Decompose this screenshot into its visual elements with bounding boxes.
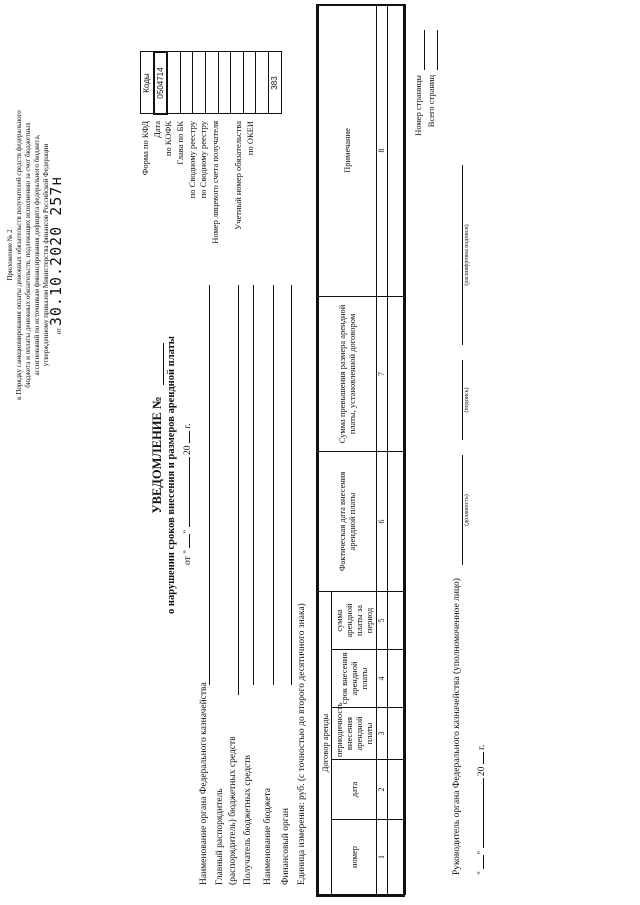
field-grbs-label-1: Главный распорядитель <box>215 788 225 885</box>
field-finorgan-label: Финансовый орган <box>281 808 291 885</box>
code-date-value[interactable] <box>167 52 180 114</box>
col-header-7: Сумма превышения размера арендной платы, установленной договором <box>319 296 377 451</box>
field-recipient-line[interactable] <box>253 285 254 685</box>
col-header-4: срок внесения арендной платы <box>332 650 377 708</box>
title-number-line <box>163 343 164 385</box>
signature-caption-sign: (подпись) <box>464 387 470 413</box>
field-finorgan-line[interactable] <box>291 285 292 685</box>
date-year: 20 <box>183 445 193 455</box>
sig-date-month-line <box>483 778 484 848</box>
appendix-line-2: бюджета и оплаты денежных обязательств, подлежащих исполнению за счет бюджетных <box>24 122 32 388</box>
field-organ-line[interactable] <box>209 285 210 685</box>
data-cell-1[interactable] <box>388 820 406 895</box>
signature-caption-position: (должность) <box>464 494 470 526</box>
code-label-kofk: по КОФК <box>163 121 173 157</box>
document-date[interactable] <box>182 305 194 565</box>
signature-sign-line[interactable] <box>462 360 463 440</box>
field-budget-line[interactable] <box>273 285 274 685</box>
appendix-order-number: 30.10.2020 257н <box>47 175 65 327</box>
page-total-line[interactable] <box>437 30 438 70</box>
codes-header: Коды <box>141 52 154 114</box>
code-label-reestr-1: по Сводному реестру <box>187 121 197 199</box>
appendix-order <box>47 45 65 465</box>
code-label-reestr-2: по Сводному реестру <box>198 121 208 199</box>
date-year-line <box>189 431 190 443</box>
sig-date-open-quote: " <box>477 871 487 875</box>
sig-date-year: 20 <box>477 766 487 777</box>
unit-label: Единица измерения: руб. (с точностью до второго десятичного знака) <box>297 603 307 885</box>
date-month-line <box>189 457 190 527</box>
page-total-label: Всего страниц <box>426 75 436 128</box>
appendix-line-1: к Порядку санкционирования оплаты денежных обязательств получателей средств федерального <box>15 110 23 400</box>
col-number-6: 6 <box>376 451 387 591</box>
col-header-3: периодичность внесения арендной платы <box>332 708 377 760</box>
signature-position-line[interactable] <box>462 455 463 565</box>
col-number-7: 7 <box>376 296 387 451</box>
code-blank-value[interactable] <box>243 52 256 114</box>
code-account-value[interactable] <box>231 52 244 114</box>
date-suffix: г. <box>183 423 193 429</box>
page-number-line[interactable] <box>424 30 425 70</box>
data-cell-7[interactable] <box>388 296 406 451</box>
data-cell-2[interactable] <box>388 760 406 820</box>
code-okei-value: 383 <box>268 52 281 114</box>
appendix-title: Приложение № 2 <box>6 229 14 281</box>
col-header-5: сумма арендной платы за период <box>332 591 377 649</box>
code-label-glava: Глава по БК <box>175 121 185 165</box>
sig-date-suffix: г. <box>477 744 487 750</box>
appendix-line-4: утвержденному приказом Министерства финансов Российской Федерации <box>42 143 50 367</box>
code-label-date: Дата <box>152 121 162 138</box>
col-number-4: 4 <box>376 650 387 708</box>
appendix-line-3: ассигнований по источникам финансирования дефицита федерального бюджета, <box>33 134 41 376</box>
signature-name-line[interactable] <box>462 165 463 345</box>
main-table <box>318 4 406 895</box>
data-cell-8[interactable] <box>388 4 406 296</box>
document-subtitle: о нарушении сроков внесения и размеров арендной платы <box>166 336 177 614</box>
code-form-value: 0504714 <box>154 52 168 114</box>
signature-head-label: Руководитель органа Федерального казначейства (уполномоченное лицо) <box>452 578 462 875</box>
col-number-3: 3 <box>376 708 387 760</box>
signature-date[interactable] <box>476 615 488 875</box>
col-header-1: номер <box>332 820 377 895</box>
data-cell-3[interactable] <box>388 708 406 760</box>
appendix-order-prefix: от <box>55 327 63 335</box>
data-cell-5[interactable] <box>388 591 406 649</box>
sig-date-year-line <box>483 752 484 764</box>
code-obligation-value[interactable] <box>256 52 269 114</box>
code-label-account: Номер лицевого счета получателя <box>210 121 220 244</box>
date-prefix: от " <box>183 549 193 565</box>
col-number-1: 1 <box>376 820 387 895</box>
col-header-2: дата <box>332 760 377 820</box>
code-glava-value[interactable] <box>193 52 206 114</box>
signature-caption-name: (расшифровка подписи) <box>464 224 470 286</box>
col-header-6: Фактическая дата внесения арендной платы <box>319 451 377 591</box>
codes-table <box>140 51 282 115</box>
sig-date-close-quote: " <box>477 850 487 855</box>
code-kofk-value[interactable] <box>180 52 193 114</box>
contract-group-header: Договор аренды <box>319 591 332 894</box>
code-reestr-1-value[interactable] <box>205 52 218 114</box>
code-label-obligation: Учетный номер обязательства <box>233 121 243 230</box>
sig-date-day-line <box>483 855 484 869</box>
document-title: УВЕДОМЛЕНИЕ № <box>150 396 164 514</box>
data-cell-4[interactable] <box>388 650 406 708</box>
col-number-2: 2 <box>376 760 387 820</box>
field-budget-label: Наименование бюджета <box>263 788 273 885</box>
date-day-line <box>189 534 190 548</box>
date-quote: " <box>183 529 193 534</box>
field-recipient-label: Получатель бюджетных средств <box>243 755 253 885</box>
field-grbs-line[interactable] <box>238 285 239 695</box>
field-grbs-label-2: (распорядитель) бюджетных средств <box>228 736 238 885</box>
col-number-8: 8 <box>376 4 387 296</box>
code-label-okei: по ОКЕИ <box>245 121 255 156</box>
col-header-8: Примечание <box>319 4 377 296</box>
page-number-label: Номер страницы <box>413 75 423 136</box>
field-organ-label: Наименование органа Федерального казначейства <box>199 682 209 885</box>
appendix-block <box>6 45 64 465</box>
col-number-5: 5 <box>376 591 387 649</box>
code-reestr-2-value[interactable] <box>218 52 231 114</box>
data-cell-6[interactable] <box>388 451 406 591</box>
code-label-form: Форма по КФД <box>140 121 150 176</box>
